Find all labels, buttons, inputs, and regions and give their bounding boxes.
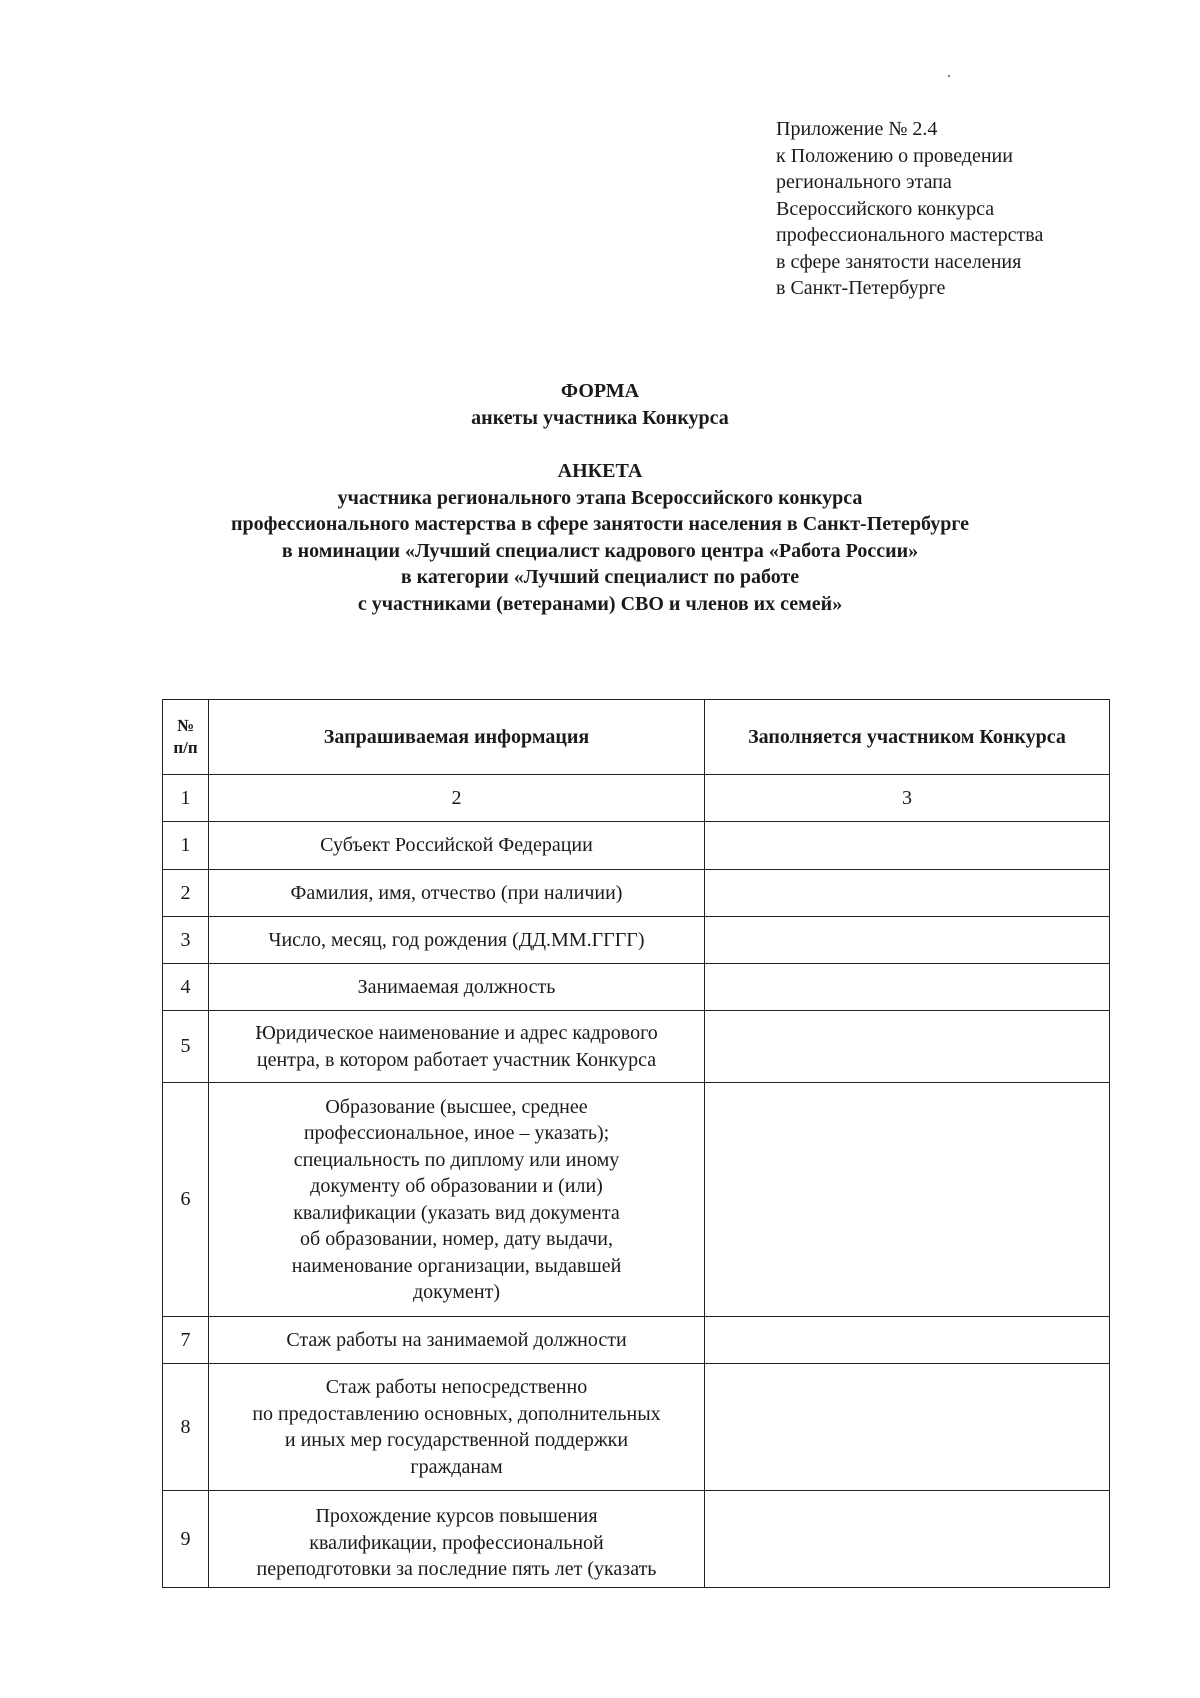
answer-cell[interactable] bbox=[705, 1011, 1110, 1083]
answer-cell[interactable] bbox=[705, 870, 1110, 917]
appendix-line: Приложение № 2.4 bbox=[776, 118, 938, 140]
table-row bbox=[163, 1317, 1110, 1364]
table-row bbox=[163, 1491, 1110, 1588]
row-info bbox=[209, 917, 705, 964]
appendix-line: профессионального мастерства bbox=[776, 224, 1044, 246]
row-number: 2 bbox=[163, 870, 209, 917]
table-row bbox=[163, 964, 1110, 1011]
questionnaire-subtitle-line: с участниками (ветеранами) СВО и членов их семей» bbox=[357, 592, 843, 615]
row-number: 6 bbox=[163, 1083, 209, 1317]
questionnaire-subtitle-line: участника регионального этапа Всероссийского конкурса bbox=[337, 486, 863, 509]
row-info bbox=[209, 822, 705, 870]
table-row bbox=[163, 870, 1110, 917]
answer-cell[interactable] bbox=[705, 1364, 1110, 1491]
row-info-line: наименование организации, выдавшей bbox=[291, 1254, 622, 1277]
appendix-line: в Санкт-Петербурге bbox=[776, 277, 946, 299]
header-number-line: п/п bbox=[173, 738, 198, 757]
header-requested-info: Запрашиваемая информация bbox=[209, 700, 705, 775]
header-filled-by-participant: Заполняется участником Конкурса bbox=[705, 700, 1110, 775]
answer-cell[interactable] bbox=[705, 822, 1110, 870]
row-info bbox=[209, 964, 705, 1011]
row-info-line: Субъект Российской Федерации bbox=[320, 834, 593, 857]
header-number bbox=[163, 700, 209, 775]
title-spacer bbox=[0, 431, 1200, 458]
row-info-line: Число, месяц, год рождения (ДД.ММ.ГГГГ) bbox=[268, 928, 645, 951]
form-title: ФОРМА bbox=[560, 380, 640, 402]
answer-cell[interactable] bbox=[705, 917, 1110, 964]
row-number: 4 bbox=[163, 964, 209, 1011]
row-info-line: квалификации, профессиональной bbox=[309, 1531, 604, 1554]
row-info bbox=[209, 870, 705, 917]
row-info-line: Прохождение курсов повышения bbox=[315, 1505, 598, 1527]
row-info-line: Фамилия, имя, отчество (при наличии) bbox=[290, 881, 623, 904]
appendix-line: к Положению о проведении bbox=[776, 144, 1013, 167]
row-info-line: об образовании, номер, дату выдачи, bbox=[300, 1228, 613, 1250]
row-info-line: документу об образовании и (или) bbox=[310, 1175, 603, 1197]
table-row bbox=[163, 917, 1110, 964]
row-info-line: гражданам bbox=[410, 1455, 503, 1478]
row-number: 5 bbox=[163, 1011, 209, 1083]
row-info-line: специальность по диплому или иному bbox=[293, 1148, 620, 1171]
questionnaire-subtitle-line: в категории «Лучший специалист по работе bbox=[400, 566, 800, 588]
row-info-line: профессиональное, иное – указать); bbox=[303, 1122, 610, 1144]
questionnaire-subtitle-line: профессионального мастерства в сфере занятости населения в Санкт-Петербурге bbox=[230, 513, 970, 535]
row-number: 9 bbox=[163, 1491, 209, 1588]
column-index-row bbox=[163, 775, 1110, 822]
row-info bbox=[209, 1011, 705, 1083]
row-info bbox=[209, 1364, 705, 1491]
row-info-line: Образование (высшее, среднее bbox=[325, 1095, 588, 1118]
row-info-line: Занимаемая должность bbox=[357, 975, 556, 998]
row-info-line: Юридическое наименование и адрес кадрового bbox=[255, 1022, 658, 1044]
table-header-row bbox=[163, 700, 1110, 775]
column-index: 1 bbox=[163, 775, 209, 822]
row-info-line: и иных мер государственной поддержки bbox=[284, 1429, 629, 1451]
answer-cell[interactable] bbox=[705, 1491, 1110, 1588]
row-info-line: квалификации (указать вид документа bbox=[293, 1201, 620, 1224]
appendix-header bbox=[776, 116, 1176, 302]
row-info-line: Стаж работы на занимаемой должности bbox=[286, 1328, 627, 1351]
row-info bbox=[209, 1083, 705, 1317]
table-row bbox=[163, 1364, 1110, 1491]
document-titles bbox=[0, 378, 1200, 617]
row-info-line: по предоставлению основных, дополнительных bbox=[252, 1402, 661, 1425]
appendix-line: в сфере занятости населения bbox=[776, 250, 1022, 273]
column-index: 2 bbox=[209, 775, 705, 822]
answer-cell[interactable] bbox=[705, 964, 1110, 1011]
row-info-line: документ) bbox=[413, 1281, 500, 1303]
row-info-line: переподготовки за последние пять лет (указать bbox=[256, 1558, 657, 1580]
row-info-line: центра, в котором работает участник Конкурса bbox=[256, 1048, 657, 1071]
row-number: 7 bbox=[163, 1317, 209, 1364]
scan-speck bbox=[948, 75, 950, 77]
questionnaire-table bbox=[162, 699, 1110, 1588]
row-info bbox=[209, 1317, 705, 1364]
header-number-line: № bbox=[176, 716, 195, 735]
appendix-line: Всероссийского конкурса bbox=[776, 197, 995, 220]
table-row bbox=[163, 1083, 1110, 1317]
row-number: 1 bbox=[163, 822, 209, 870]
column-index: 3 bbox=[705, 775, 1110, 822]
row-number: 8 bbox=[163, 1364, 209, 1491]
row-info-line: Стаж работы непосредственно bbox=[325, 1376, 588, 1398]
form-subtitle: анкеты участника Конкурса bbox=[471, 406, 729, 429]
questionnaire-title: АНКЕТА bbox=[557, 460, 643, 482]
answer-cell[interactable] bbox=[705, 1083, 1110, 1317]
appendix-line: регионального этапа bbox=[776, 171, 952, 193]
row-info bbox=[209, 1491, 705, 1588]
table-row bbox=[163, 822, 1110, 870]
questionnaire-subtitle-line: в номинации «Лучший специалист кадрового центра «Работа России» bbox=[281, 539, 919, 562]
row-number: 3 bbox=[163, 917, 209, 964]
table-row bbox=[163, 1011, 1110, 1083]
answer-cell[interactable] bbox=[705, 1317, 1110, 1364]
